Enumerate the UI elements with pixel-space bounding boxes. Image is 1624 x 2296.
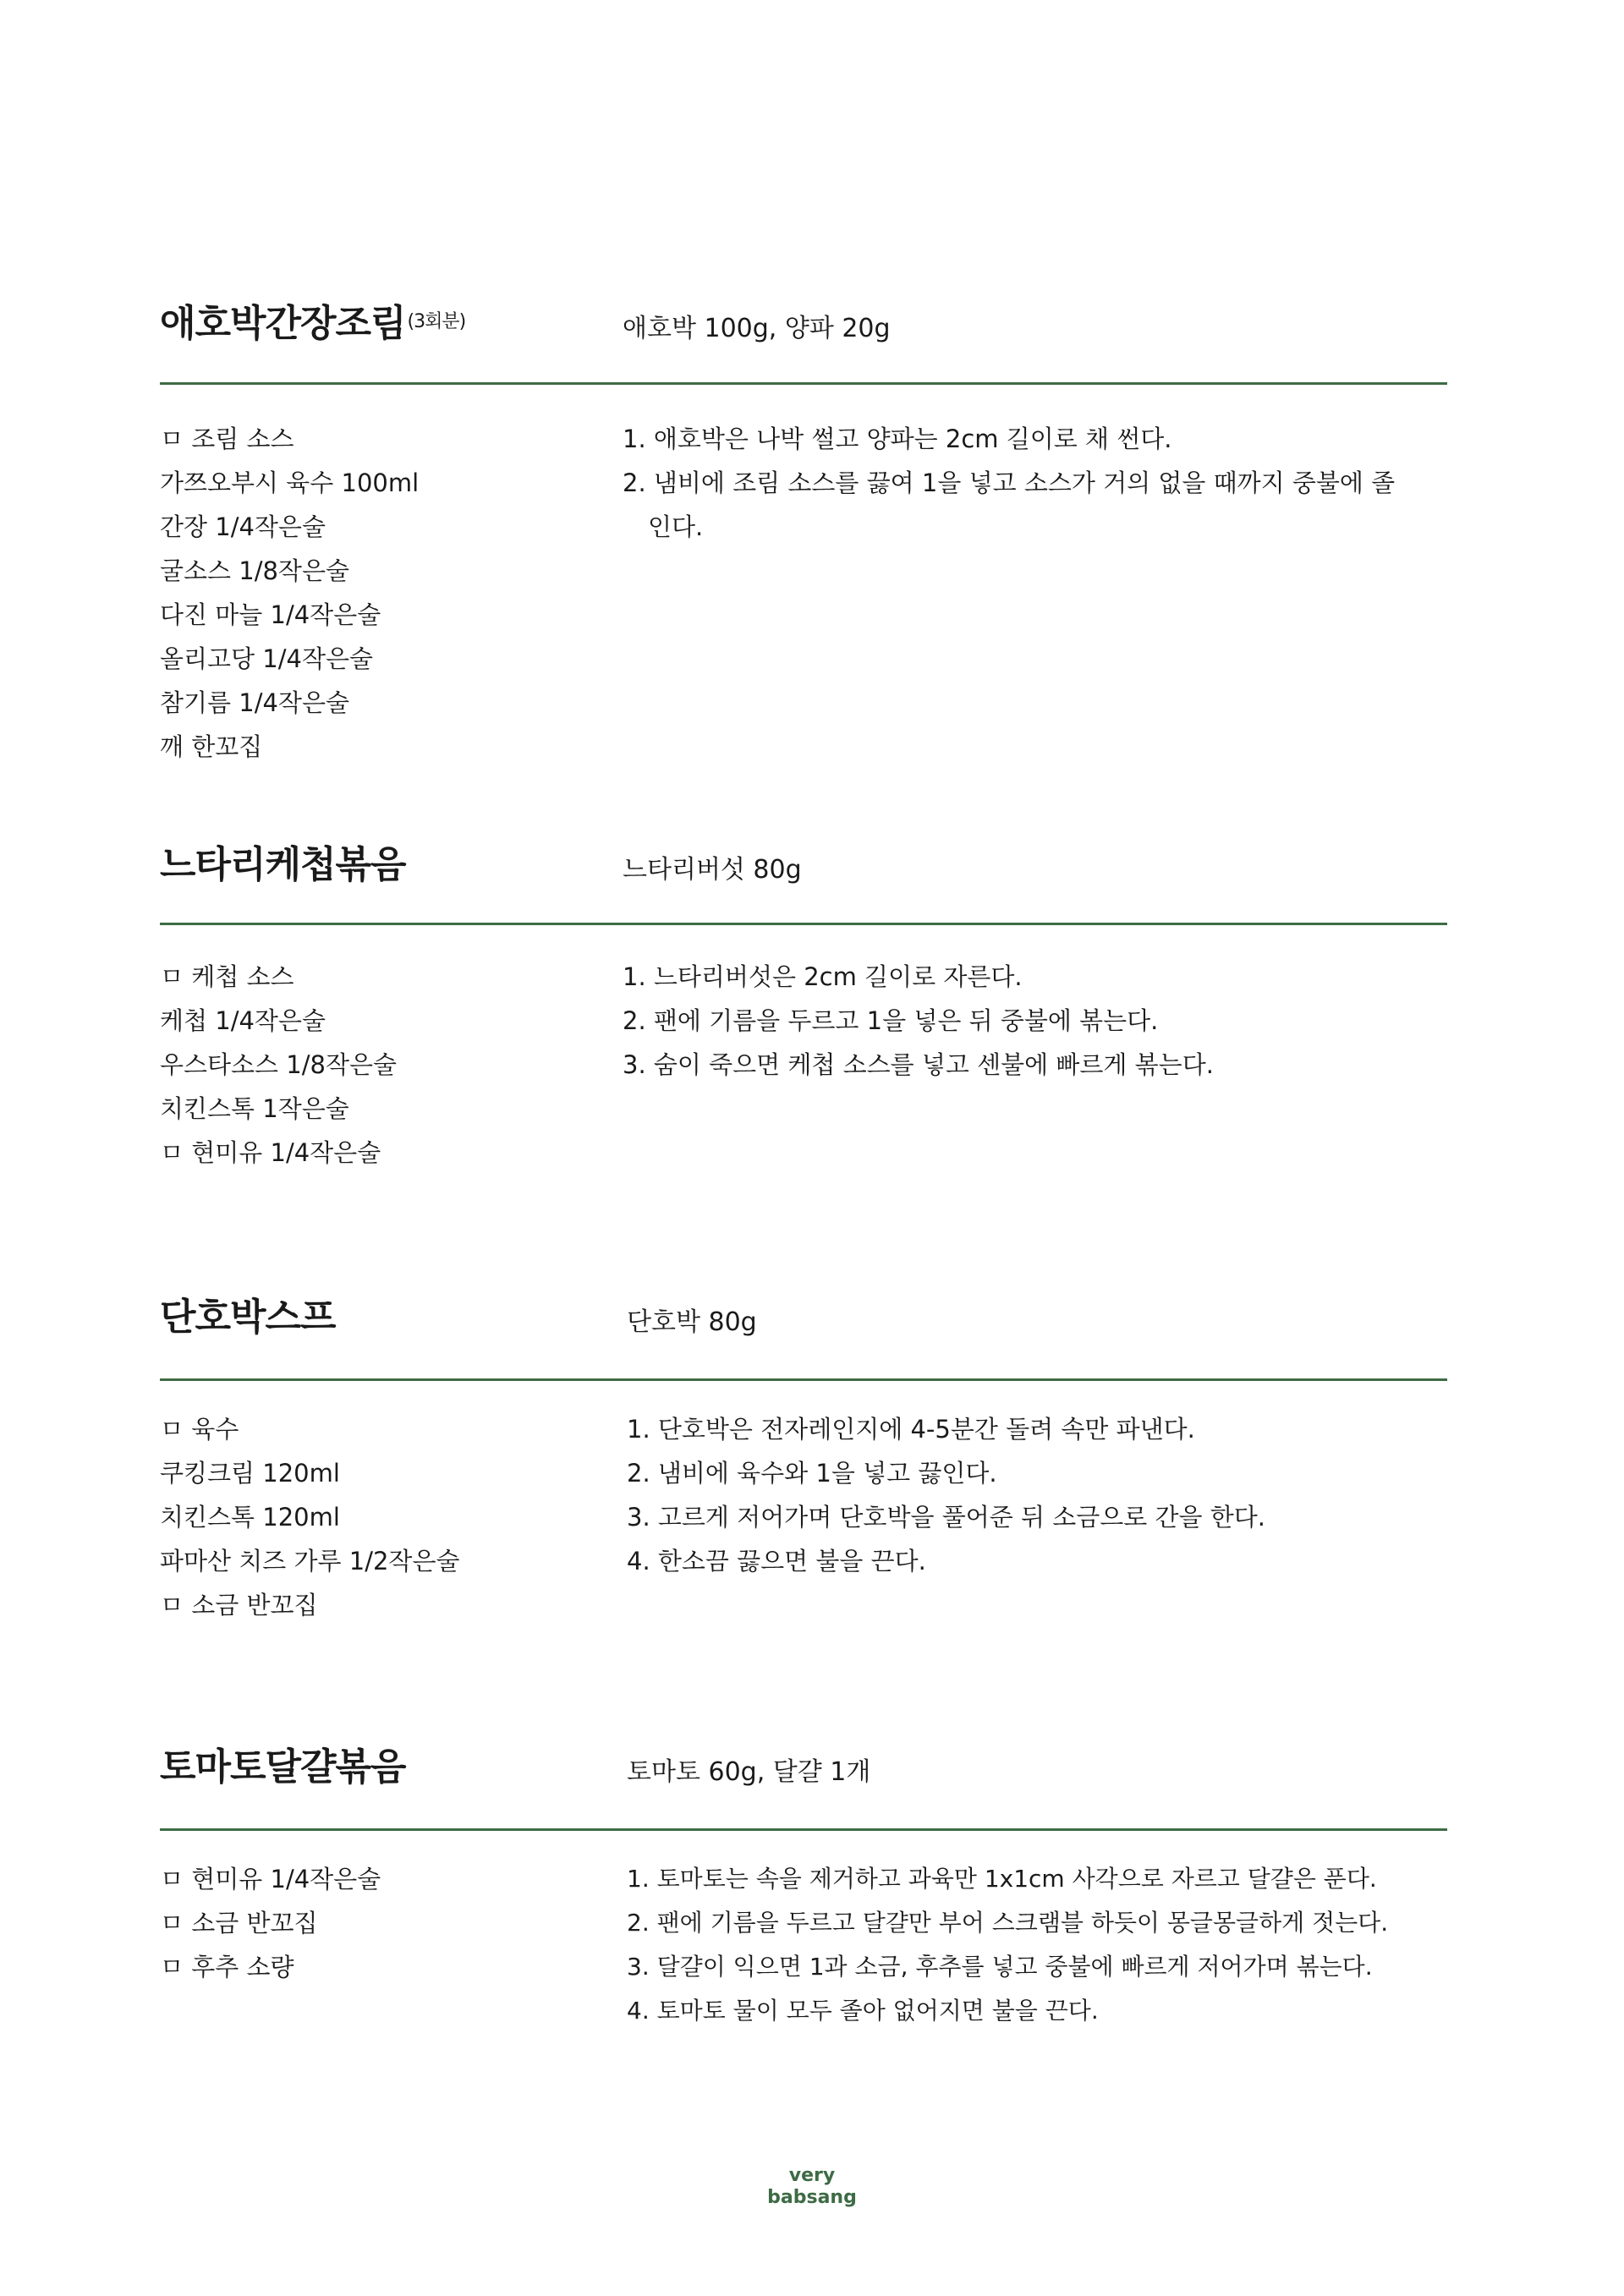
- step-item: 2. 냄비에 육수와 1을 넣고 끓인다.: [627, 1459, 997, 1488]
- recipe-main-ingredients: 애호박 100g, 양파 20g: [623, 314, 891, 343]
- sauce-item: 올리고당 1/4작은술: [160, 644, 373, 673]
- section-divider: [160, 923, 1447, 925]
- sauce-item: ㅁ 케첩 소스: [160, 962, 294, 991]
- recipe-title: [160, 300, 465, 348]
- sauce-item: 쿠킹크림 120ml: [160, 1459, 340, 1488]
- sauce-item: ㅁ 후추 소량: [160, 1953, 294, 1981]
- sauce-item: 간장 1/4작은술: [160, 512, 326, 541]
- section-divider: [160, 1828, 1447, 1831]
- recipe-main-ingredients: 느타리버섯 80g: [623, 855, 802, 885]
- sauce-item: ㅁ 소금 반꼬집: [160, 1909, 318, 1937]
- steps-list: [623, 955, 1435, 1087]
- step-item: 1. 단호박은 전자레인지에 4-5분간 돌려 속만 파낸다.: [627, 1415, 1195, 1444]
- step-item: 4. 토마토 물이 모두 졸아 없어지면 불을 끈다.: [627, 1997, 1099, 2025]
- sauce-item: ㅁ 현미유 1/4작은술: [160, 1865, 381, 1893]
- recipe-servings: (3회분): [407, 311, 466, 332]
- sauce-item: ㅁ 육수: [160, 1415, 239, 1444]
- sauce-item: 파마산 치즈 가루 1/2작은술: [160, 1547, 460, 1575]
- recipe-title: [160, 1294, 336, 1341]
- steps-list: [627, 1857, 1456, 2033]
- sauce-item: 치킨스톡 1작은술: [160, 1094, 349, 1123]
- steps-list: [627, 1407, 1439, 1583]
- step-item: 2. 냄비에 조림 소스를 끓여 1을 넣고 소스가 거의 없을 때까지 중불에 졸인다.: [623, 469, 1396, 541]
- brand-logo: [744, 2165, 880, 2209]
- step-item: 4. 한소끔 끓으면 불을 끈다.: [627, 1547, 926, 1575]
- step-item: 1. 느타리버섯은 2cm 길이로 자른다.: [623, 962, 1023, 991]
- step-item: 3. 숨이 죽으면 케첩 소스를 넣고 센불에 빠르게 볶는다.: [623, 1050, 1214, 1079]
- recipe-title-text: 애호박간장조림: [160, 302, 406, 345]
- sauce-list: [160, 1407, 459, 1627]
- sauce-item: ㅁ 현미유 1/4작은술: [160, 1138, 381, 1167]
- brand-line-2: babsang: [767, 2187, 857, 2208]
- sauce-item: 깨 한꼬집: [160, 732, 263, 761]
- sauce-item: ㅁ 조림 소스: [160, 425, 294, 453]
- sauce-list: [160, 955, 397, 1175]
- step-item: 1. 애호박은 나박 썰고 양파는 2cm 길이로 채 썬다.: [623, 425, 1172, 453]
- sauce-list: [160, 417, 419, 769]
- recipe-title: [160, 1744, 406, 1791]
- recipe-main-ingredients: 토마토 60g, 달걀 1개: [627, 1757, 871, 1787]
- step-item: 1. 토마토는 속을 제거하고 과육만 1x1cm 사각으로 자르고 달걀은 푼다.: [627, 1865, 1377, 1893]
- section-divider: [160, 382, 1447, 385]
- step-item: 3. 고르게 저어가며 단호박을 풀어준 뒤 소금으로 간을 한다.: [627, 1503, 1265, 1532]
- step-item: 2. 팬에 기름을 두르고 1을 넣은 뒤 중불에 볶는다.: [623, 1006, 1159, 1035]
- sauce-item: 굴소스 1/8작은술: [160, 556, 349, 585]
- recipe-title: [160, 841, 406, 889]
- recipe-main-ingredients: 단호박 80g: [627, 1307, 757, 1337]
- sauce-list: [160, 1857, 381, 1989]
- sauce-item: 우스타소스 1/8작은술: [160, 1050, 398, 1079]
- step-item: 3. 달걀이 익으면 1과 소금, 후추를 넣고 중불에 빠르게 저어가며 볶는다.: [627, 1953, 1373, 1981]
- recipe-title-text: 느타리케첩볶음: [160, 843, 406, 886]
- sauce-item: 가쯔오부시 육수 100ml: [160, 469, 420, 497]
- recipe-title-text: 토마토달걀볶음: [160, 1745, 406, 1789]
- brand-line-1: very: [788, 2165, 836, 2186]
- sauce-item: 다진 마늘 1/4작은술: [160, 600, 381, 629]
- steps-list: [623, 417, 1435, 549]
- sauce-item: 참기름 1/4작은술: [160, 688, 349, 717]
- sauce-item: 치킨스톡 120ml: [160, 1503, 340, 1532]
- recipe-title-text: 단호박스프: [160, 1296, 336, 1339]
- section-divider: [160, 1378, 1447, 1381]
- step-item: 2. 팬에 기름을 두르고 달걀만 부어 스크램블 하듯이 몽글몽글하게 젓는다.: [627, 1909, 1389, 1937]
- sauce-item: ㅁ 소금 반꼬집: [160, 1591, 318, 1619]
- sauce-item: 케첩 1/4작은술: [160, 1006, 326, 1035]
